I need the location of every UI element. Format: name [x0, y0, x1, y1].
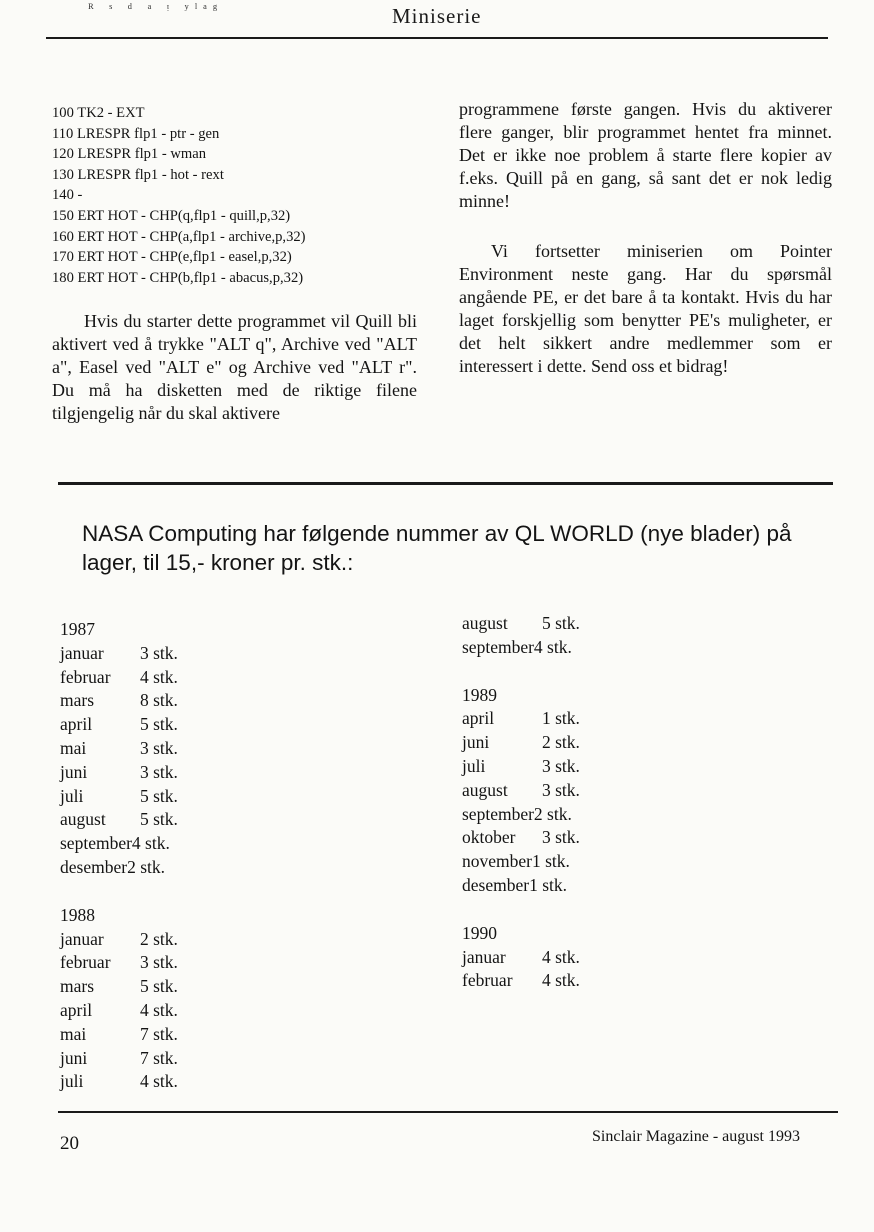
issue-quantity: 5 stk.	[140, 976, 178, 997]
list-item	[462, 826, 802, 850]
issue-month: august	[60, 809, 106, 830]
issue-quantity: 4 stk.	[131, 833, 170, 854]
issue-quantity: 3 stk.	[140, 952, 178, 973]
issue-quantity: 1 stk.	[542, 708, 580, 729]
issue-month: februar	[462, 970, 513, 991]
issue-quantity: 2 stk.	[542, 732, 580, 753]
code-line: 180 ERT HOT - CHP(b,flp1 - abacus,p,32)	[52, 269, 304, 286]
issue-month: januar	[60, 928, 104, 949]
issue-quantity: 3 stk.	[140, 761, 178, 782]
issue-list-left	[60, 618, 400, 1094]
issue-month: august	[462, 779, 508, 800]
issue-quantity: 8 stk.	[140, 690, 178, 711]
issue-month: august	[462, 613, 508, 633]
issue-month: juni	[60, 761, 88, 782]
list-item	[462, 946, 802, 970]
issue-quantity: 3 stk.	[542, 779, 580, 800]
list-item	[462, 969, 802, 993]
list-item	[60, 1047, 400, 1071]
publication-credit: Sinclair Magazine - august 1993	[592, 1128, 800, 1145]
code-line: 170 ERT HOT - CHP(e,flp1 - easel,p,32)	[52, 249, 292, 266]
issue-month: april	[462, 708, 495, 729]
list-item	[462, 707, 802, 731]
list-item	[60, 999, 400, 1023]
list-item	[60, 808, 400, 832]
issue-month: april	[60, 999, 93, 1020]
issue-quantity: 2 stk.	[127, 856, 165, 877]
paragraph-memory: programmene første gangen. Hvis du aktiverer flere ganger, blir programmet hentet fra minnet. Det er ikke noe problem å starte flere kopier av f.eks. Quill på en gang, så sant det er nok ledig minne!	[459, 99, 832, 211]
code-line: 150 ERT HOT - CHP(q,flp1 - quill,p,32)	[52, 207, 291, 224]
issue-quantity: 5 stk.	[140, 714, 178, 735]
code-line: 160 ERT HOT - CHP(a,flp1 - archive,p,32)	[52, 228, 306, 245]
code-line: 140 -	[52, 187, 83, 204]
issue-month: juni	[60, 1047, 88, 1068]
issue-quantity: 4 stk.	[542, 946, 580, 967]
offer-heading: NASA Computing har følgende nummer av QL WORLD (nye blader) på lager, til 15,- kroner pr. stk.:	[82, 521, 792, 575]
list-item	[60, 666, 400, 690]
issue-quantity: 4 stk.	[140, 1071, 178, 1092]
list-item	[60, 785, 400, 809]
issue-quantity: 4 stk.	[140, 666, 178, 687]
issue-month: september	[462, 803, 534, 824]
header-running-text: ᴿ ˢ ᵈ ᵃ ᵎ ʸˡᵃᵍ	[88, 2, 224, 17]
list-item	[60, 975, 400, 999]
list-item	[60, 951, 400, 975]
issue-quantity: 1 stk.	[531, 851, 570, 872]
issue-month: mars	[60, 690, 95, 711]
issue-month: juli	[462, 755, 486, 776]
issue-month: november	[462, 851, 532, 872]
list-item	[462, 803, 802, 827]
issue-month: juli	[60, 1071, 84, 1092]
issue-month: februar	[60, 952, 111, 973]
list-item	[60, 737, 400, 761]
issue-month: september	[462, 636, 534, 657]
list-item	[462, 779, 802, 803]
list-item	[60, 928, 400, 952]
issue-quantity: 7 stk.	[140, 1023, 178, 1044]
paragraph-hotkeys: Hvis du starter dette programmet vil Quill bli aktivert ved å trykke "ALT q", Archive ved "ALT a", Easel ved "ALT e" og Archive ved "ALT r". Du må ha disketten med de riktige filene tilgjengelig når du skal aktivere	[52, 311, 417, 423]
issue-quantity: 1 stk.	[529, 874, 567, 895]
code-line: 120 LRESPR flp1 - wman	[52, 146, 207, 163]
issue-quantity: 5 stk.	[140, 809, 178, 830]
issue-quantity: 4 stk.	[542, 970, 580, 991]
list-item	[462, 636, 802, 660]
code-line: 110 LRESPR flp1 - ptr - gen	[52, 125, 220, 142]
list-item	[60, 832, 400, 856]
list-item	[60, 856, 400, 880]
issue-month: desember	[60, 856, 128, 877]
issue-month: januar	[462, 946, 506, 967]
year-heading: 1987	[60, 619, 95, 639]
list-item	[462, 874, 802, 898]
issue-month: januar	[60, 642, 104, 663]
issue-month: september	[60, 833, 132, 854]
year-heading: 1989	[462, 684, 497, 705]
issue-month: oktober	[462, 827, 516, 848]
issue-month: mai	[60, 1023, 87, 1044]
section-title: Miniserie	[392, 4, 482, 28]
issue-quantity: 3 stk.	[140, 737, 178, 758]
list-item	[60, 642, 400, 666]
list-item	[462, 731, 802, 755]
issue-quantity: 2 stk.	[140, 928, 178, 949]
issue-month: mai	[60, 737, 87, 758]
issue-month: februar	[60, 666, 111, 687]
issue-quantity: 3 stk.	[542, 755, 580, 776]
list-item	[462, 612, 802, 636]
list-item	[462, 755, 802, 779]
list-item	[60, 713, 400, 737]
issue-month: juli	[60, 785, 84, 806]
issue-quantity: 3 stk.	[542, 827, 580, 848]
issue-quantity: 2 stk.	[533, 803, 572, 824]
issue-quantity: 5 stk.	[140, 785, 178, 806]
year-heading: 1990	[462, 922, 497, 943]
issue-month: desember	[462, 874, 530, 895]
list-item	[60, 689, 400, 713]
issue-month: april	[60, 714, 93, 735]
section-divider	[58, 482, 833, 485]
paragraph-next-issue: Vi fortsetter miniserien om Pointer Environment neste gang. Har du spørsmål angående PE, er det bare å ta kontakt. Hvis du har laget forskjellig som benytter PE's muligheter, er det helt sikkert andre medlemmer som er interessert i dette. Send oss et bidrag!	[459, 241, 832, 376]
issue-list-right	[462, 612, 802, 993]
code-line: 130 LRESPR flp1 - hot - rext	[52, 166, 224, 183]
list-item	[60, 761, 400, 785]
issue-quantity: 7 stk.	[140, 1047, 178, 1068]
issue-quantity: 3 stk.	[140, 642, 178, 663]
year-heading: 1988	[60, 904, 95, 925]
footer-rule	[58, 1111, 838, 1113]
code-listing	[52, 103, 442, 288]
list-item	[60, 1023, 400, 1047]
header-rule	[46, 37, 828, 39]
issue-month: juni	[462, 732, 490, 753]
issue-quantity: 4 stk.	[140, 999, 178, 1020]
issue-quantity: 5 stk.	[542, 613, 580, 633]
list-item	[462, 850, 802, 874]
issue-month: mars	[60, 976, 95, 997]
issue-quantity: 4 stk.	[533, 636, 572, 657]
code-line: 100 TK2 - EXT	[52, 105, 145, 121]
list-item	[60, 1070, 400, 1094]
page-number: 20	[60, 1133, 79, 1154]
